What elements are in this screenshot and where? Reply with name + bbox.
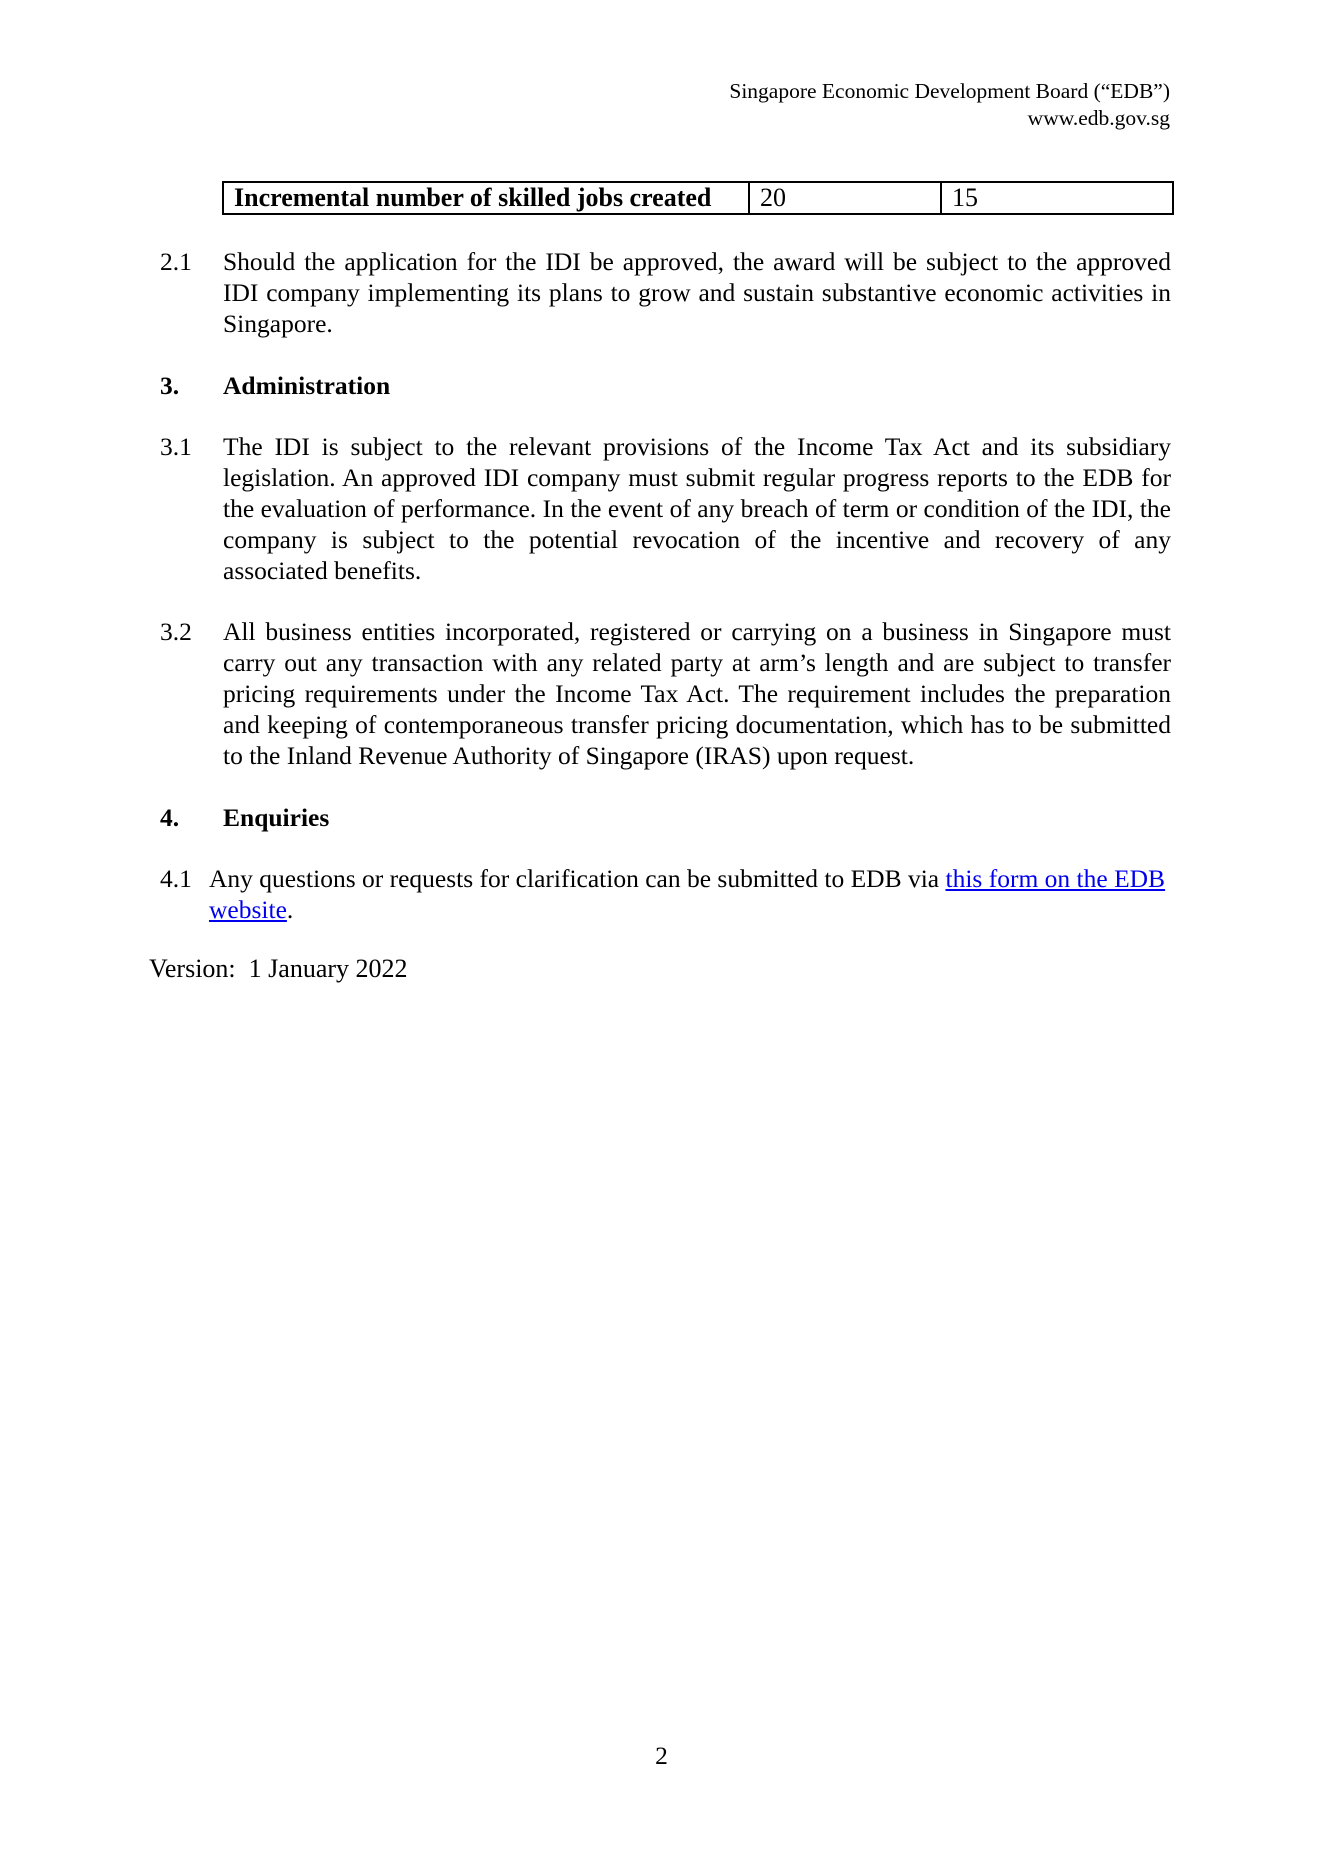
- edb-website-form-link[interactable]: this form on the EDB website: [209, 864, 1166, 924]
- header-website: www.edb.gov.sg: [1027, 106, 1170, 130]
- paragraph-number-3-1: 3.1: [160, 432, 192, 461]
- header-organization: Singapore Economic Development Board (“EDB”): [729, 79, 1170, 103]
- paragraph-3-2: All business entities incorporated, registered or carrying on a business in Singapore must carry out any transaction with any related party at arm’s length and are subject to transfer pricing requirements under the Income Tax Act. The requirement includes the preparation and keeping of contemporaneous transfer pricing documentation, which has to be submitted to the Inland Revenue Authority of Singapore (IRAS) upon request.: [223, 617, 1171, 770]
- table-cell-value-2: 15: [941, 182, 1173, 214]
- skilled-jobs-table: [222, 181, 1174, 215]
- paragraph-4-1-end: .: [286, 895, 294, 924]
- table-row: [223, 182, 1173, 214]
- section-3-title: Administration: [223, 371, 391, 400]
- version-label: Version:: [149, 954, 236, 983]
- section-3-number: 3.: [160, 371, 180, 400]
- version-date: 1 January 2022: [248, 954, 408, 983]
- section-4-title: Enquiries: [223, 803, 330, 832]
- page-header: [729, 78, 1170, 132]
- section-4-number: 4.: [160, 803, 180, 832]
- table-cell-label: Incremental number of skilled jobs created: [223, 182, 749, 214]
- page-number: 2: [655, 1741, 668, 1770]
- paragraph-number-3-2: 3.2: [160, 617, 192, 646]
- paragraph-4-1: [209, 863, 1171, 925]
- paragraph-4-1-text: Any questions or requests for clarification can be submitted to EDB via: [209, 864, 946, 893]
- paragraph-3-1: The IDI is subject to the relevant provisions of the Income Tax Act and its subsidiary legislation. An approved IDI company must submit regular progress reports to the EDB for the evaluation of performance. In the event of any breach of term or condition of the IDI, the company is subject to the potential revocation of the incentive and recovery of any associated benefits.: [223, 432, 1171, 585]
- paragraph-number-4-1: 4.1: [160, 864, 192, 893]
- paragraph-2-1: Should the application for the IDI be approved, the award will be subject to the approved IDI company implementing its plans to grow and sustain substantive economic activities in Singapore.: [223, 247, 1171, 338]
- paragraph-number-2-1: 2.1: [160, 247, 192, 276]
- version-line: [149, 953, 408, 984]
- table-cell-value-1: 20: [749, 182, 941, 214]
